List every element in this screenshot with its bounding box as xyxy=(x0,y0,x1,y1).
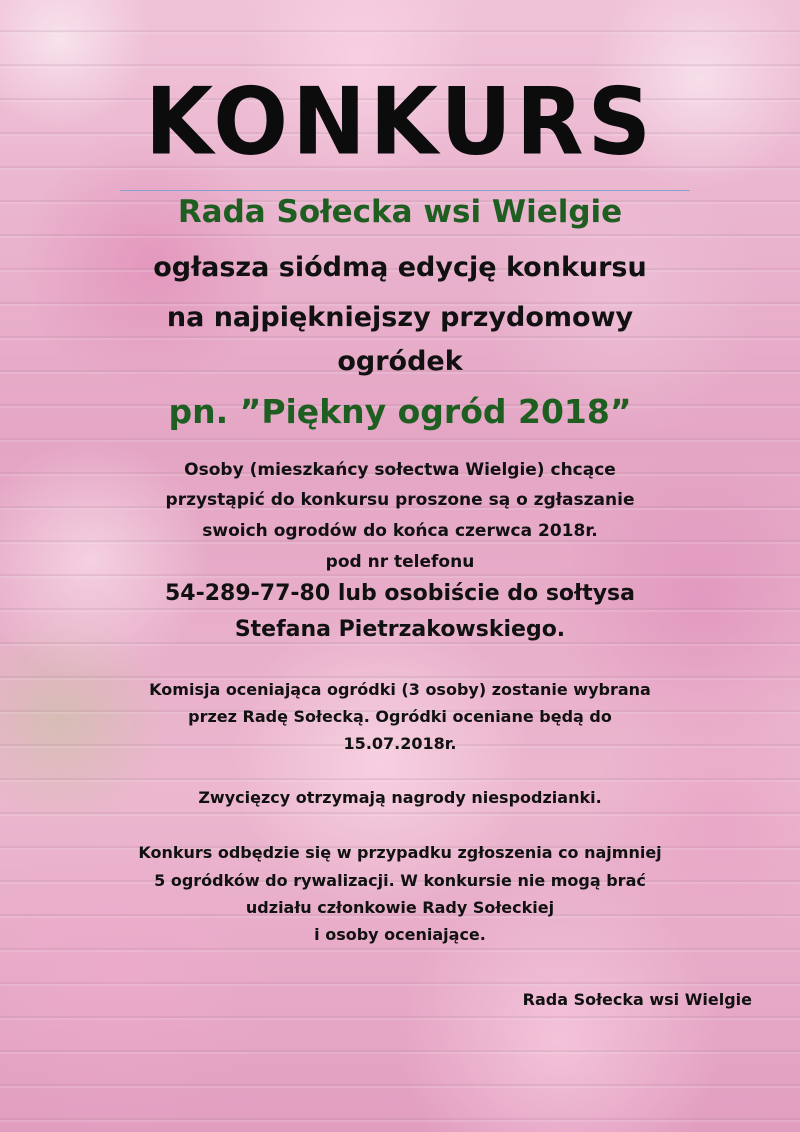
info-line-2: przystąpić do konkursu proszone są o zgłaszanie xyxy=(165,490,635,510)
rules-line-2: 5 ogródków do rywalizacji. W konkursie nie mogą brać xyxy=(154,871,646,890)
info-line-4: pod nr telefonu xyxy=(325,552,475,572)
rules-line-1: Konkurs odbędzie się w przypadku zgłoszenia co najmniej xyxy=(138,843,662,862)
contact-line-2: Stefana Pietrzakowskiego. xyxy=(234,617,566,642)
rules-line-3: udziału członkowie Rady Sołeckiej xyxy=(245,898,555,917)
announce-line-3: ogródek xyxy=(337,346,463,377)
poster-title: KONKURS xyxy=(145,67,655,176)
announce-line-2: na najpiękniejszy przydomowy xyxy=(166,302,634,333)
contact-line-1: 54-289-77-80 lub osobiście do sołtysa xyxy=(165,581,635,606)
rules-line-4: i osoby oceniające. xyxy=(314,925,486,944)
info-line-3: swoich ogrodów do końca czerwca 2018r. xyxy=(202,521,598,541)
contest-name: pn. ”Piękny ogród 2018” xyxy=(168,392,632,431)
commission-line-1: Komisja oceniająca ogródki (3 osoby) zostanie wybrana xyxy=(149,680,651,699)
info-line-1: Osoby (mieszkańcy sołectwa Wielgie) chcące xyxy=(184,460,616,480)
announce-line-1: ogłasza siódmą edycję konkursu xyxy=(153,252,647,283)
organizer-heading: Rada Sołecka wsi Wielgie xyxy=(177,194,623,230)
divider-line xyxy=(120,190,690,191)
prize-line: Zwycięzcy otrzymają nagrody niespodzianki. xyxy=(198,788,602,807)
signature: Rada Sołecka wsi Wielgie xyxy=(522,990,752,1009)
commission-line-3: 15.07.2018r. xyxy=(343,734,457,753)
commission-line-2: przez Radę Sołecką. Ogródki oceniane będą do xyxy=(188,707,612,726)
